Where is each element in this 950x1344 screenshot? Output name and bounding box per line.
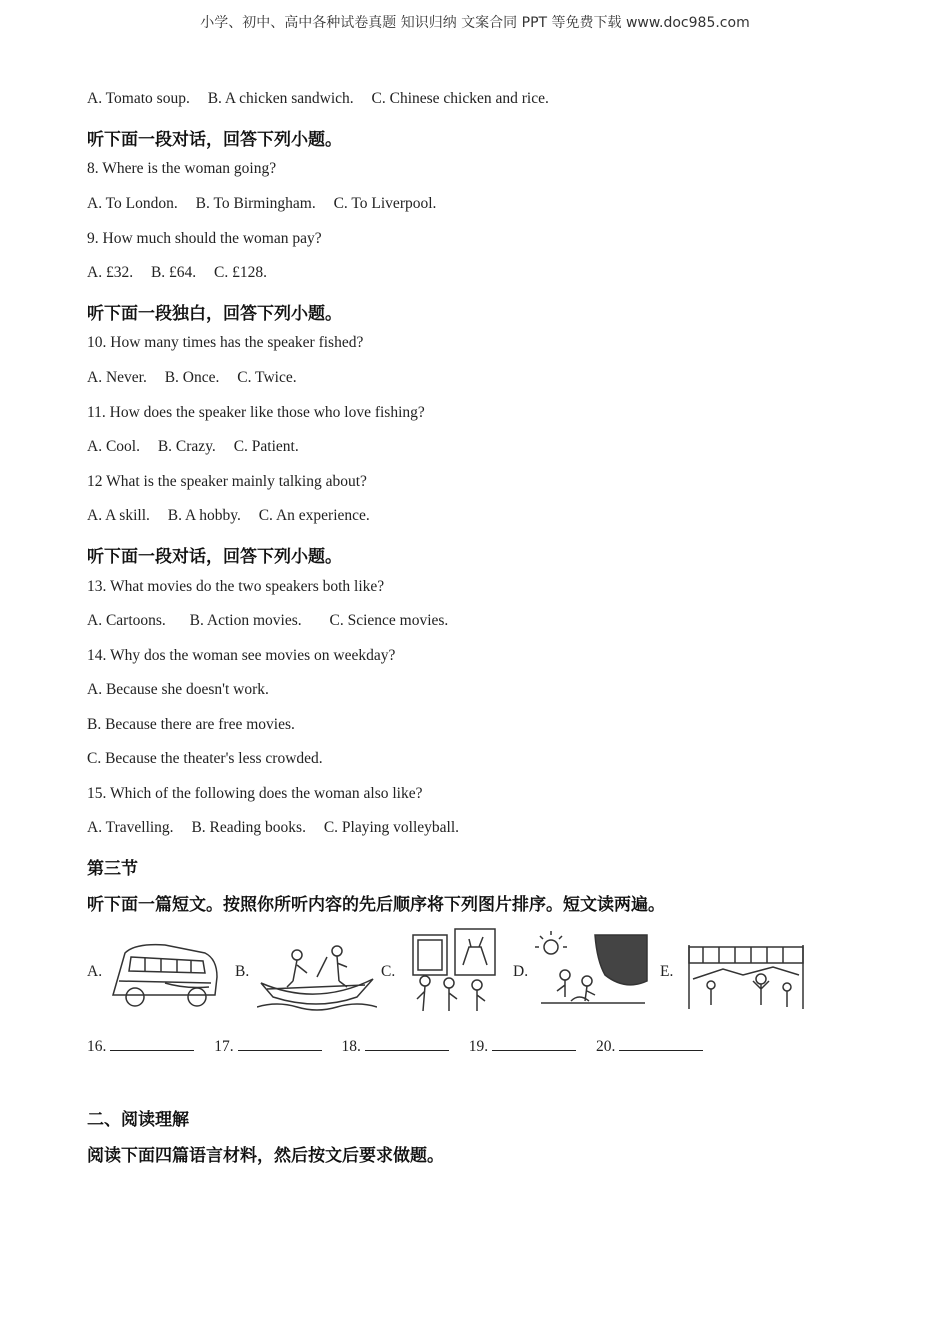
q13-option-c: C. Science movies. xyxy=(329,612,449,629)
q9-option-c: C. £128. xyxy=(214,264,268,281)
picture-c-gallery xyxy=(405,925,500,1015)
blank-line xyxy=(110,1036,194,1051)
q13-options xyxy=(87,612,462,630)
picture-label-b: B. xyxy=(235,963,250,980)
q10-options xyxy=(87,369,311,387)
q8-text: 8. Where is the woman going? xyxy=(87,160,277,177)
blank-number: 19. xyxy=(468,1038,489,1055)
q11-options xyxy=(87,438,313,456)
part2-instruction: 阅读下面四篇语言材料，然后按文后要求做题。 xyxy=(87,1146,444,1166)
q12-option-b: B. A hobby. xyxy=(167,507,241,524)
q7-options xyxy=(87,90,563,108)
q14-option-a: A. Because she doesn't work. xyxy=(87,681,269,698)
q14-text: 14. Why dos the woman see movies on weekday? xyxy=(87,647,396,664)
section3-instruction: 听下面一篇短文。按照你所听内容的先后顺序将下列图片排序。短文读两遍。 xyxy=(87,895,665,915)
blank-number: 18. xyxy=(341,1038,361,1055)
picture-label-d: D. xyxy=(513,963,529,980)
q12-option-a: A. A skill. xyxy=(87,507,150,524)
picture-b-boat xyxy=(257,937,377,1015)
q11-option-b: B. Crazy. xyxy=(157,438,216,455)
q14-option-c: C. Because the theater's less crowded. xyxy=(87,750,323,767)
blank-number: 16. xyxy=(87,1038,107,1055)
q8-option-c: C. To Liverpool. xyxy=(333,195,437,212)
answer-blank-19[interactable] xyxy=(469,1036,576,1056)
q11-option-c: C. Patient. xyxy=(233,438,299,455)
picture-e-volleyball xyxy=(683,939,808,1015)
q7-option-b: B. A chicken sandwich. xyxy=(207,90,354,107)
blank-line xyxy=(238,1036,322,1051)
blank-number: 17. xyxy=(214,1038,234,1055)
q9-option-a: A. £32. xyxy=(87,264,134,281)
q7-option-a: A. Tomato soup. xyxy=(87,90,190,107)
q9-option-b: B. £64. xyxy=(150,264,197,281)
picture-label-e: E. xyxy=(660,963,674,980)
q8-options xyxy=(87,195,450,213)
page-header: 小学、初中、高中各种试卷真题 知识归纳 文案合同 PPT 等免费下载 www.doc985.com xyxy=(200,15,750,31)
section3-title: 第三节 xyxy=(87,859,138,879)
blank-line xyxy=(365,1036,449,1051)
blank-line xyxy=(492,1036,576,1051)
heading-dialog-1: 听下面一段对话，回答下列小题。 xyxy=(87,130,342,150)
answer-blank-20[interactable] xyxy=(596,1036,703,1056)
q15-text: 15. Which of the following does the woman also like? xyxy=(87,785,423,802)
heading-dialog-2: 听下面一段对话，回答下列小题。 xyxy=(87,547,342,567)
picture-label-c: C. xyxy=(381,963,396,980)
q7-option-c: C. Chinese chicken and rice. xyxy=(371,90,549,107)
answer-blank-18[interactable] xyxy=(342,1036,449,1056)
q12-text: 12 What is the speaker mainly talking about? xyxy=(87,473,367,490)
q11-option-a: A. Cool. xyxy=(87,438,140,455)
blank-number: 20. xyxy=(596,1038,616,1055)
q10-option-c: C. Twice. xyxy=(237,369,297,386)
q15-option-c: C. Playing volleyball. xyxy=(323,819,460,836)
answer-blank-16[interactable] xyxy=(87,1036,194,1056)
q14-option-b: B. Because there are free movies. xyxy=(87,716,295,733)
q10-option-b: B. Once. xyxy=(164,369,220,386)
q8-option-b: B. To Birmingham. xyxy=(195,195,316,212)
q9-options xyxy=(87,264,281,282)
answer-blanks xyxy=(87,1036,719,1056)
part2-title: 二、阅读理解 xyxy=(87,1110,189,1130)
q15-options xyxy=(87,819,473,837)
picture-a-bus xyxy=(105,933,225,1013)
picture-d-picnic xyxy=(535,931,650,1015)
q13-text: 13. What movies do the two speakers both like? xyxy=(87,578,385,595)
q13-option-b: B. Action movies. xyxy=(189,612,302,629)
q12-option-c: C. An experience. xyxy=(258,507,370,524)
heading-monologue: 听下面一段独白，回答下列小题。 xyxy=(87,304,342,324)
q12-options xyxy=(87,507,384,525)
q13-option-a: A. Cartoons. xyxy=(87,612,166,629)
q11-text: 11. How does the speaker like those who love fishing? xyxy=(87,404,425,421)
q9-text: 9. How much should the woman pay? xyxy=(87,230,322,247)
blank-line xyxy=(619,1036,703,1051)
q10-text: 10. How many times has the speaker fished? xyxy=(87,334,364,351)
q15-option-b: B. Reading books. xyxy=(191,819,306,836)
q15-option-a: A. Travelling. xyxy=(87,819,174,836)
picture-label-a: A. xyxy=(87,963,103,980)
q10-option-a: A. Never. xyxy=(87,369,147,386)
answer-blank-17[interactable] xyxy=(214,1036,321,1056)
q8-option-a: A. To London. xyxy=(87,195,178,212)
picture-row xyxy=(87,925,827,1017)
